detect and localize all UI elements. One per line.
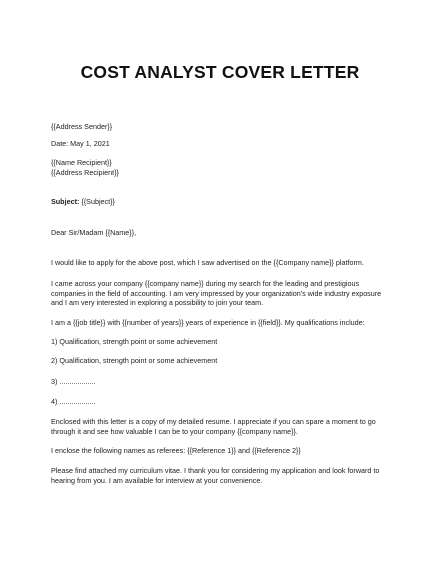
subject-line [51, 197, 115, 207]
qualification-item-4: 4) .................. [51, 397, 96, 406]
paragraph-6-line-1: Please find attached my curriculum vitae. I thank you for considering my application and look forward to [51, 466, 380, 475]
paragraph-6-line-2: hearing from you. I am available for interview at your convenience. [51, 476, 263, 485]
document-title: COST ANALYST COVER LETTER [80, 62, 360, 82]
paragraph-2-line-1: I came across your company {{company name}} during my search for the leading and prestigious [51, 279, 360, 288]
qualification-item-3: 3) .................. [51, 377, 96, 386]
address-sender: {{Address Sender}} [51, 122, 113, 131]
qualification-item-2: 2) Qualification, strength point or some achievement [51, 356, 218, 365]
name-recipient: {{Name Recipient}} [51, 158, 112, 167]
address-recipient: {{Address Recipient}} [51, 168, 119, 177]
salutation: Dear Sir/Madam {{Name}}, [51, 228, 137, 237]
paragraph-1: I would like to apply for the above post, which I saw advertised on the {{Company name}} platform. [51, 258, 364, 267]
subject-value: {{Subject}} [79, 197, 115, 206]
paragraph-2-line-2: companies in the field of accounting. I am very impressed by your organization's wide industry exposure [51, 289, 382, 298]
paragraph-4-line-2: through it and see how valuable I can be to your company {{company name}}. [51, 427, 298, 436]
subject-label: Subject: [51, 197, 80, 206]
paragraph-4-line-1: Enclosed with this letter is a copy of my detailed resume. I appreciate if you can spare a moment to go [51, 417, 376, 426]
paragraph-5: I enclose the following names as referees: {{Reference 1}} and {{Reference 2}} [51, 446, 301, 455]
date-line: Date: May 1, 2021 [51, 139, 110, 148]
qualification-item-1: 1) Qualification, strength point or some achievement [51, 337, 218, 346]
paragraph-3: I am a {{job title}} with {{number of years}} years of experience in {{field}}. My qualifications include: [51, 318, 365, 327]
paragraph-2-line-3: and I am very interested in exploring a possibility to join your team. [51, 298, 264, 307]
